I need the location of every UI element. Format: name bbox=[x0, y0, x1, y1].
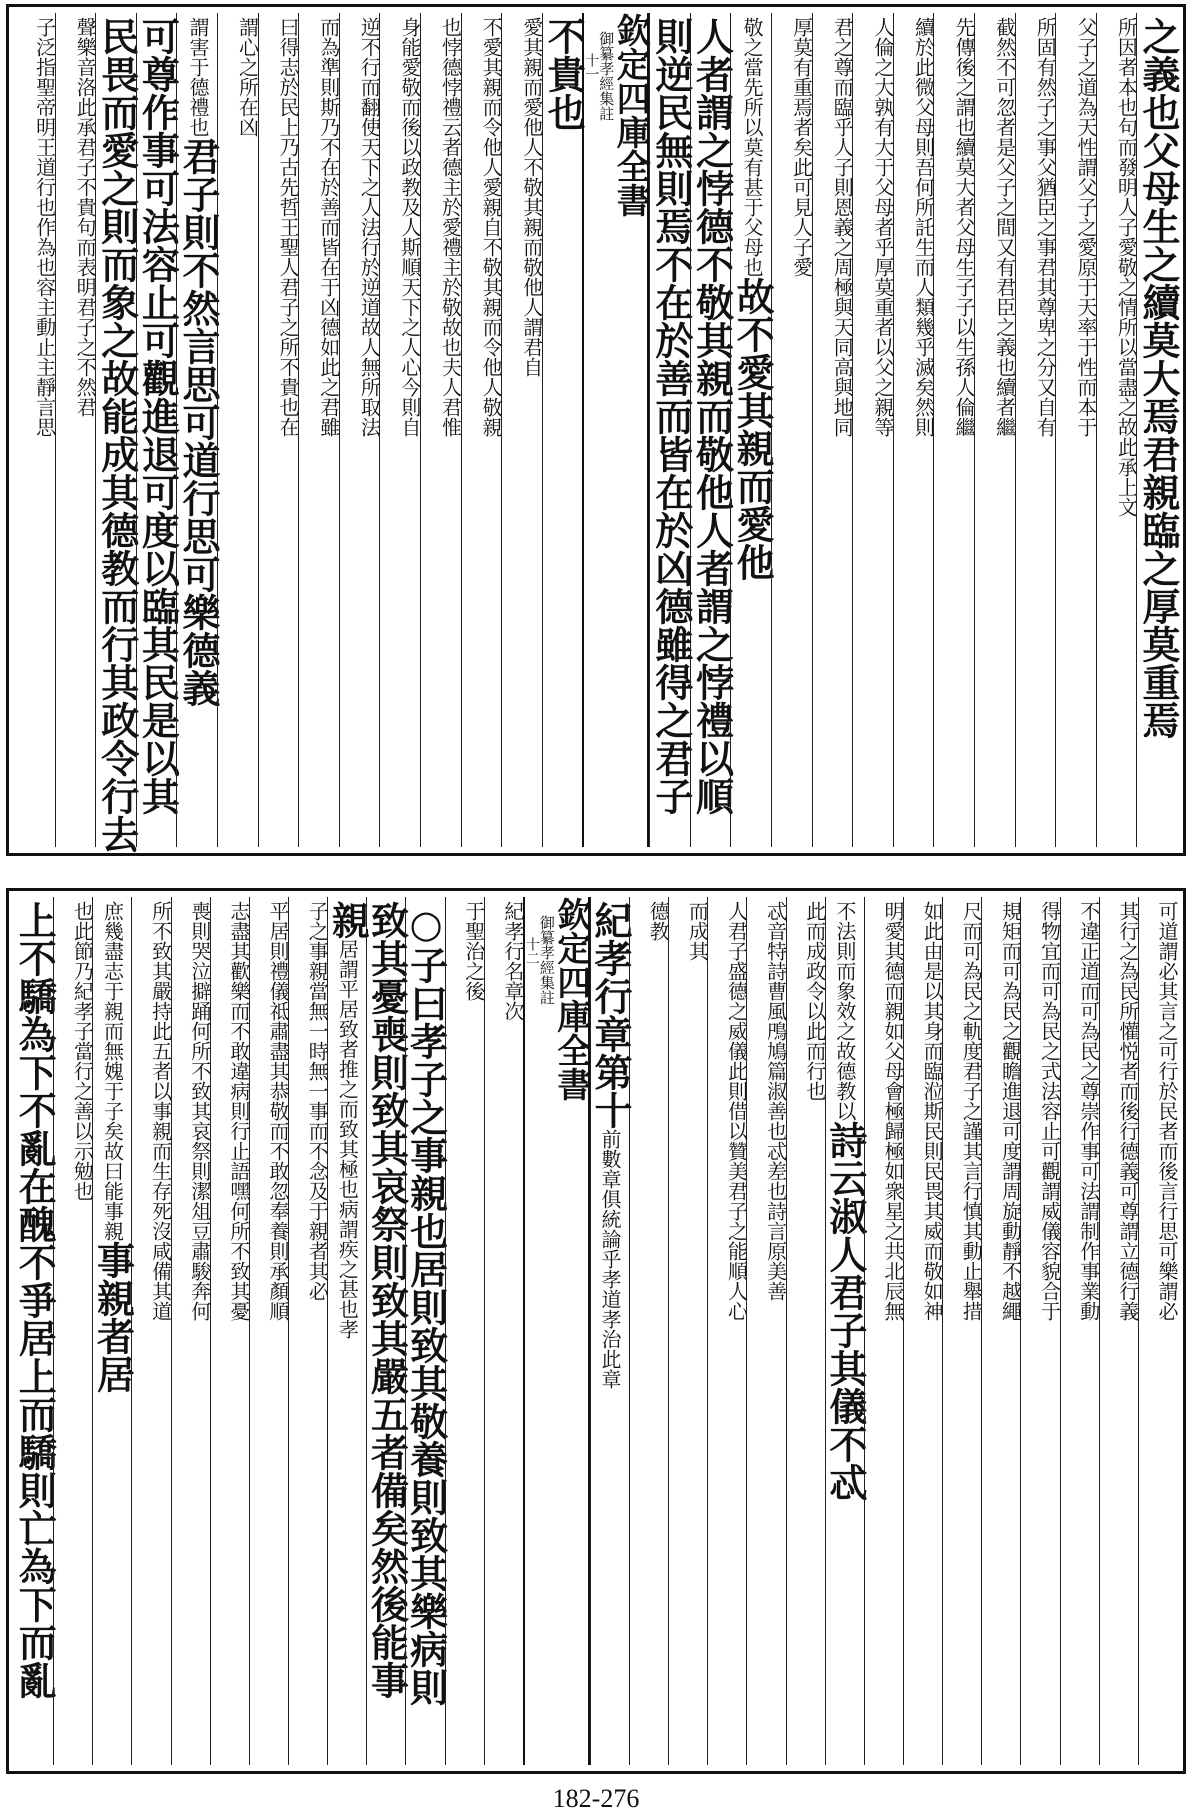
text-column bbox=[484, 897, 523, 1765]
column-text: 不法則而象效之故德教以 bbox=[832, 901, 857, 1121]
column-text: 所因者本也句而發明人子愛敬之情所以當盡之故此承上文 bbox=[1114, 17, 1139, 517]
text-column bbox=[541, 13, 587, 847]
text-column bbox=[501, 13, 542, 847]
column-text: 人者謂之悖德不敬其親而敬他人者謂之悖禮以順 bbox=[689, 17, 735, 815]
text-column bbox=[94, 13, 140, 853]
text-column bbox=[461, 13, 502, 847]
column-text: 上不驕為下不亂在醜不爭居上而驕則亡為下而亂 bbox=[12, 901, 58, 1699]
text-column bbox=[730, 13, 776, 847]
text-column bbox=[1138, 897, 1177, 1765]
column-text: 敬之當先所以莫有甚于父母也 bbox=[740, 17, 765, 277]
column-text-tail: 事親者居 bbox=[90, 1241, 136, 1393]
text-column bbox=[364, 897, 410, 1765]
text-column bbox=[210, 897, 249, 1765]
text-column bbox=[864, 897, 906, 1765]
text-column bbox=[1015, 13, 1056, 847]
column-text: 如此由是以其身而臨涖斯民則民畏其威而敬如神 bbox=[920, 901, 945, 1321]
text-column bbox=[15, 13, 55, 847]
text-column bbox=[53, 897, 95, 1765]
text-column bbox=[893, 13, 934, 847]
text-column bbox=[1055, 13, 1096, 847]
text-column bbox=[786, 897, 825, 1765]
text-column bbox=[1099, 897, 1138, 1765]
column-text: 截然不可忽者是父子之間又有君臣之義也續者繼 bbox=[992, 17, 1017, 437]
bottom-page bbox=[6, 888, 1186, 1774]
column-text: 續於此微父母則吾何所託生而人類幾乎滅矣然則 bbox=[911, 17, 936, 437]
text-column bbox=[1020, 897, 1062, 1765]
text-column bbox=[12, 897, 58, 1765]
text-column bbox=[942, 897, 984, 1765]
text-column bbox=[1060, 897, 1099, 1765]
column-text: 君之尊而臨乎人子則恩義之周極與天同高與地同 bbox=[830, 17, 855, 437]
column-text: 德教 bbox=[646, 901, 671, 941]
text-column bbox=[288, 897, 330, 1765]
column-text-tail: 故不愛其親而愛他 bbox=[730, 277, 776, 581]
leaf-number: 十二 bbox=[523, 937, 540, 965]
column-text: 親 bbox=[325, 901, 371, 939]
column-text: 可道謂必其言之可行於民者而後言行思可樂謂必 bbox=[1155, 901, 1179, 1321]
column-text-tail: 前數章俱統論乎孝道孝治此章 bbox=[598, 1129, 623, 1389]
book-subtitle: 御纂孝經集註 bbox=[537, 915, 556, 1005]
center-gutter bbox=[523, 897, 590, 1765]
text-column bbox=[403, 897, 449, 1765]
text-column bbox=[689, 13, 735, 847]
column-text: 所不致其嚴持此五者以事親而生存死沒咸備其道 bbox=[148, 901, 173, 1321]
book-title: 欽定四庫全書 bbox=[550, 897, 591, 1101]
page-number: 182-276 bbox=[552, 1784, 640, 1813]
text-column bbox=[171, 897, 210, 1765]
column-text: 紀孝行章第十 bbox=[588, 901, 634, 1129]
column-text: 而為準則斯乃不在於善而皆在于凶德如此之君雖 bbox=[316, 17, 341, 437]
top-columns bbox=[15, 13, 1181, 853]
text-column bbox=[379, 13, 420, 847]
column-text: 忒音特詩曹風鳲鳩篇淑善也忒差也詩言原美善 bbox=[763, 901, 788, 1301]
column-text: 所固有然子之事父猶臣之事君其尊卑之分又自有 bbox=[1033, 17, 1058, 437]
column-text: 也悖德悖禮云者德主於愛禮主於敬故也夫人君惟 bbox=[438, 17, 463, 437]
text-column bbox=[445, 897, 484, 1765]
column-text: 厚莫有重焉者矣此可見人子愛 bbox=[789, 17, 814, 277]
column-text: 則逆民無則焉不在於善而皆在於凶德雖得之君子 bbox=[648, 17, 694, 815]
column-text: 此而成政令以此而行也 bbox=[802, 901, 827, 1101]
column-text: 喪則哭泣擗踊何所不致其哀祭則潔俎豆肅駿奔何 bbox=[187, 901, 212, 1321]
column-text: 也此節乃紀孝子當行之善以示勉也 bbox=[70, 901, 95, 1201]
column-text: 規矩而可為民之觀瞻進退可度謂周旋動靜不越繩 bbox=[998, 901, 1023, 1321]
column-text: 子泛指聖帝明王道行也作為也容主動止主靜言思 bbox=[32, 17, 57, 437]
column-text-tail: 詩云淑人君子其儀不忒 bbox=[822, 1121, 868, 1501]
column-text-tail: 君子則不然言思可道行思可樂德義 bbox=[175, 137, 221, 707]
column-text: 人君子盛德之威儀此則借以贊美君子之能順人心 bbox=[724, 901, 749, 1321]
text-column bbox=[131, 897, 173, 1765]
column-text: 之義也父母生之續莫大焉君親臨之厚莫重焉 bbox=[1136, 17, 1181, 739]
text-column bbox=[707, 897, 749, 1765]
text-column bbox=[852, 13, 893, 847]
column-text-tail: 居謂平居致者推之而致其極也病謂疾之甚也孝 bbox=[335, 939, 360, 1339]
text-column bbox=[1136, 13, 1181, 847]
column-text: 于聖治之後 bbox=[461, 901, 486, 1001]
text-column bbox=[55, 13, 96, 847]
center-gutter bbox=[582, 13, 649, 847]
text-column bbox=[420, 13, 461, 847]
text-column bbox=[217, 13, 258, 847]
column-text: 得物宜而可為民之式法容止可觀謂威儀容貌合于 bbox=[1037, 901, 1062, 1321]
column-text: ○子曰孝子之事親也居則致其敬養則致其樂病則 bbox=[403, 901, 449, 1706]
text-column bbox=[903, 897, 945, 1765]
text-column bbox=[175, 13, 221, 847]
column-text: 明愛其德而親如父母會極歸極如衆星之共北辰無 bbox=[881, 901, 906, 1321]
book-subtitle: 御纂孝經集註 bbox=[597, 31, 616, 121]
column-text: 致其憂喪則致其哀祭則致其嚴五者備矣然後能事 bbox=[364, 901, 410, 1699]
column-text: 曰得志於民上乃古先哲王聖人君子之所不貴也在 bbox=[276, 17, 301, 437]
column-text: 不愛其親而令他人愛親自不敬其親而令他人敬親 bbox=[479, 17, 504, 437]
column-text: 尺而可為民之軌度君子之謹其言行慎其動止舉措 bbox=[959, 901, 984, 1321]
bottom-columns bbox=[12, 897, 1179, 1765]
column-text: 而成其 bbox=[685, 901, 710, 961]
column-text: 先傳後之謂也續莫大者父母生子子以生孫人倫繼 bbox=[952, 17, 977, 437]
text-column bbox=[648, 13, 694, 847]
column-text: 謂心之所在凶 bbox=[235, 17, 260, 137]
text-column bbox=[249, 897, 291, 1765]
text-column bbox=[1096, 13, 1137, 847]
text-column bbox=[812, 13, 853, 847]
column-text: 逆不行而翻使天下之人法行於逆道故人無所取法 bbox=[357, 17, 382, 437]
book-title: 欽定四庫全書 bbox=[610, 13, 651, 217]
column-text: 庶幾盡志于親而無媿于子矣故曰能事親 bbox=[100, 901, 125, 1241]
column-text: 不違正道而可為民之尊崇作事可法謂制作事業動 bbox=[1076, 901, 1101, 1321]
column-text: 平居則禮儀祗肅盡其恭敬而不敢忽奉養則承顏順 bbox=[266, 901, 291, 1321]
column-text: 其行之為民所懽悦者而後行德義可尊謂立德行義 bbox=[1115, 901, 1140, 1321]
column-text: 子之事親當無一時無一事而不念及于親者其必 bbox=[305, 901, 330, 1301]
column-text: 謂害于德禮也 bbox=[185, 17, 210, 137]
column-text: 身能愛敬而後以政教及人斯順天下之人心今則自 bbox=[397, 17, 422, 437]
column-text: 可尊作事可法容止可觀進退可度以臨其民是以其 bbox=[135, 17, 181, 815]
text-column bbox=[258, 13, 299, 847]
column-text: 不貴也 bbox=[541, 17, 587, 131]
text-column bbox=[90, 897, 136, 1765]
text-column bbox=[339, 13, 380, 847]
text-column bbox=[822, 897, 868, 1765]
text-column bbox=[746, 897, 788, 1765]
leaf-number: 十一 bbox=[583, 53, 600, 81]
text-column bbox=[981, 897, 1023, 1765]
text-column bbox=[298, 13, 339, 847]
text-column bbox=[325, 897, 371, 1765]
column-text: 父子之道為天性謂父子之愛原于天率于性而本于 bbox=[1073, 17, 1098, 437]
text-column bbox=[668, 897, 710, 1765]
text-column bbox=[135, 13, 181, 847]
text-column bbox=[933, 13, 977, 847]
column-text: 聲樂音洛此承君子不貴句而表明君子之不然君 bbox=[73, 17, 98, 417]
column-text: 志盡其歡樂而不敢違病則行止語嘿何所不致其憂 bbox=[226, 901, 251, 1321]
text-column bbox=[588, 897, 634, 1765]
top-page bbox=[6, 4, 1186, 856]
text-column bbox=[771, 13, 812, 847]
column-text: 人倫之大孰有大于父母者乎厚莫重者以父之親等 bbox=[870, 17, 895, 437]
text-column bbox=[974, 13, 1015, 847]
column-text: 紀孝行名章次 bbox=[500, 901, 525, 1021]
text-column bbox=[629, 897, 671, 1765]
column-text: 民畏而愛之則而象之故能成其德教而行其政令行去 bbox=[94, 17, 140, 853]
column-text: 愛其親而愛他人不敬其親而敬他人謂君自 bbox=[519, 17, 544, 377]
